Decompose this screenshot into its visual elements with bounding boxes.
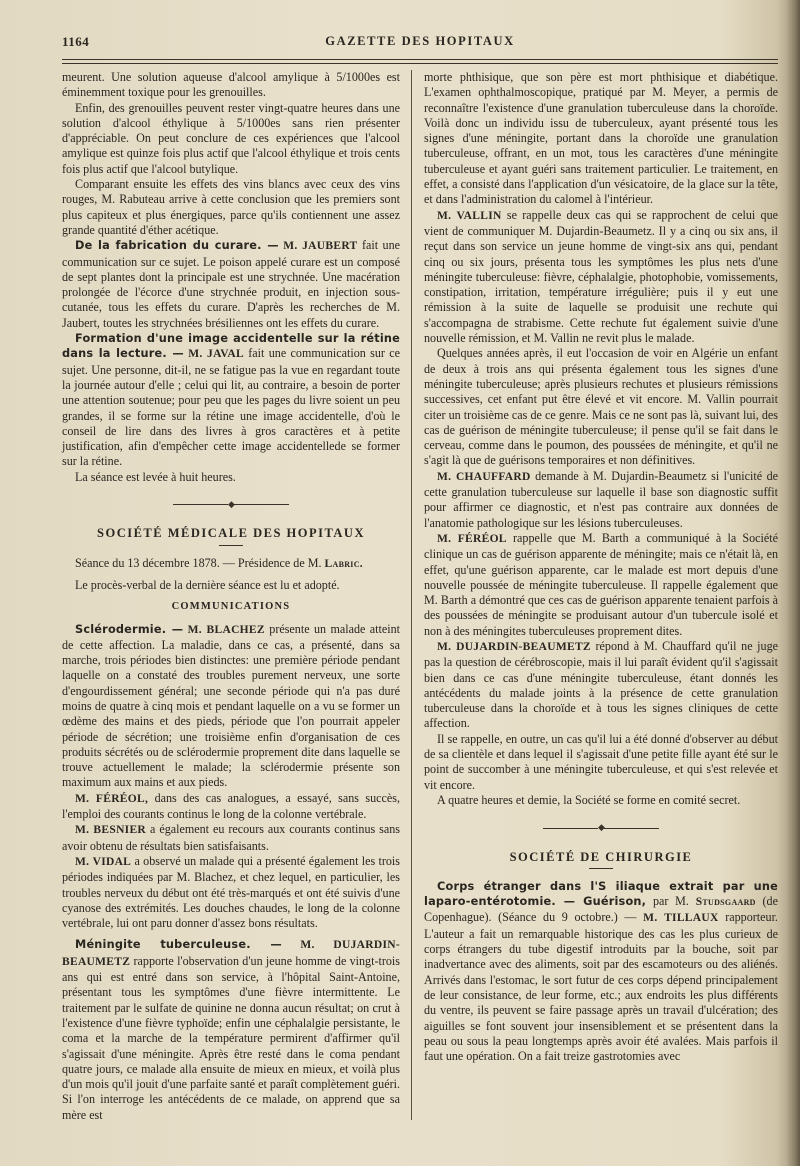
seance-line: Séance du 13 décembre 1878. — Présidence de M. Labric. (75, 555, 363, 570)
paragraph-text: a observé un malade qui a présenté également les trois périodes indiquées par M. Blachez, et chez lequel, en particulier, les troubles nerveux du début ont été très-marqués et ont été suivis d'une cyanose des extrémités. Les douches chaudes, le long de la colonne vertébrale, lui ont paru donner d'assez bons résultats. (62, 853, 400, 931)
paragraph (62, 791, 400, 823)
right-column (424, 70, 778, 1064)
paragraph (62, 622, 400, 791)
paragraph (62, 937, 400, 1123)
paragraph-text: fait une communication sur ce sujet. Une personne, dit-il, ne se fatigue pas la vue en regardant toute la journée autour d'elle ; celui qui lit, au contraire, a besoin de porter une attention soutenue; pour peu que les pages du livre soient un peu grandes, il se forme sur la rétine une image accidentelle, d'où le conseil de lire dans des livres à gros caractères et à petite justification, afin d'empêcher cette image accidentellede se former sur la rétine. (62, 346, 401, 469)
speaker-name: M. JAUBERT (283, 240, 358, 253)
paragraph-text: rapporte l'observation d'un jeune homme de vingt-trois ans qui est entré dans son service, à l'hôpital Saint-Antoine, présentant tous les symptômes d'une fièvre intermittente. Le traitement par le sulfate de quinine ne donna aucun résultat; on crut à l'existence d'une fièvre typhoïde; enfin une céphalalgie persistante, le coma et la marche de la température permirent d'affirmer qu'il s'agissait d'une méningite. Après être resté dans le coma pendant quatre jours, ce malade alla ensuite de mieux en mieux, et voilà plus d'un mois qu'il jouit d'une parfaite santé et paraît complètement guéri. Si l'on interroge les antécédents de ce malade, on apprend que sa mère est (62, 953, 400, 1122)
section-title-curare: De la fabrication du curare. — (75, 239, 279, 253)
speaker-name: M. DUJARDIN-BEAUMETZ (62, 939, 400, 968)
society-heading: SOCIÉTÉ MÉDICALE DES HOPITAUX (97, 526, 365, 541)
paragraph-text: a également eu recours aux courants continus sans avoir obtenu de résultats bien satisfaisants. (62, 822, 400, 853)
section-title-corps-etranger: Corps étranger dans l'S iliaque extrait par une laparo-entérotomie. — Guérison, (424, 879, 778, 909)
paragraph: meurent. Une solution aqueuse d'alcool amylique à 5/1000es est éminemment toxique pour les grenouilles. (62, 70, 400, 100)
paragraph-text: dans des cas analogues, a essayé, sans succès, l'emploi des courants continus le long de la colonne vertébrale. (62, 790, 400, 822)
speaker-name: M. FÉRÉOL (437, 532, 507, 545)
speaker-name: M. FÉRÉOL, (75, 792, 149, 805)
paragraph: Enfin, des grenouilles peuvent rester vingt-quatre heures dans une solution d'alcool éthylique à 5/1000es sans rien présenter d'appréciable. On peut conclure de ces expériences que l'alcool amylique est quinze fois plus actif que l'alcool éthylique et trois cents fois plus actif que l'alcool butylique. (62, 100, 400, 176)
page-edge-shadow (786, 0, 800, 1166)
speaker-name: M. VALLIN (437, 209, 502, 222)
speaker-name: M. BLACHEZ (187, 623, 265, 636)
speaker-name: M. DUJARDIN-BEAUMETZ (437, 640, 591, 653)
column-separator (411, 70, 412, 1120)
section-title-retine: Formation d'une image accidentelle sur la rétine dans la lecture. — (62, 332, 400, 361)
speaker-name: M. JAVAL (188, 348, 244, 361)
paragraph: A quatre heures et demie, la Société se forme en comité secret. (437, 792, 741, 807)
paragraph (424, 639, 778, 732)
society-heading: SOCIÉTÉ DE CHIRURGIE (509, 849, 693, 864)
paragraph-text: présente un malade atteint de cette affection. La maladie, dans ce cas, a présenté, dans sa marche, trois périodes bien distinctes: une première période pendant laquelle on a constaté des troubles purement nerveux, une sorte d'engourdissement général; une seconde période qui n'a pas duré moins de quatre à cinq mois et pendant laquelle on a vu se former un œdème des mains et des pieds, période que l'on pourrait appeler période de sécrétion; une troisième enfin d'organisation de ces produits sécrétés ou de sclérodermie proprement dite dans laquelle se trouve actuellement le malade; la sclérodermie présente son maximum aux mains et aux pieds. (62, 621, 400, 790)
heading-underline (589, 868, 613, 869)
paragraph-text: demande à M. Dujardin-Beaumetz si l'unicité de cette granulation tuberculeuse sur laquelle il base son diagnostic suffit pour affirmer ce diagnostic, et n'est pas contraire aux données de l'anatomie pathologique sur les lésions tuberculeuses. (424, 468, 778, 530)
paragraph (424, 208, 778, 347)
paragraph (62, 238, 400, 331)
speaker-name: M. BESNIER (75, 824, 147, 837)
paragraph (424, 469, 778, 531)
paragraph-text: rapporteur. L'auteur a fait un remarquable historique des cas les plus curieux de corps étrangers du tube digestif introduits par la bouche, soit par inadvertance avec des aliments, soit par des escamoteurs ou des aliénés. Arrivés dans l'estomac, le sort futur de ces corps dépend principalement de leur consistance, de leur forme, etc.; aux endroits les plus différents du ventre, ils peuvent se faire passage après un travail d'ulcération; des aiguilles se font souvent jour insensiblement et se présentent dans la peau ou sous la peau longtemps après avoir été avalées. Mais parfois il faut une opération. On a fait treize gastrotomies avec (424, 910, 778, 1064)
paragraph: Quelques années après, il eut l'occasion de voir en Algérie un enfant de deux à trois ans qui présenta également tous les signes d'une méningite tuberculeuse; après plusieurs rechutes et plusieurs rémissions successives, cet enfant put être élevé et vit encore. M. Vallin pourrait citer un troisième cas de ce genre. Mais ce ne sont pas là, suivant lui, des cas de guérison de méningite tuberculeuse; il pense qu'il se fait dans le cerveau, comme dans le poumon, des poussées de méningite, et qu'il ne s'agit là que de guérisons temporaires et non définitives. (424, 346, 778, 468)
journal-title: GAZETTE DES HOPITAUX (325, 34, 515, 48)
header-rule-thin (62, 63, 778, 64)
president-name: Labric. (324, 557, 363, 570)
heading-underline (219, 545, 243, 546)
paragraph: Comparant ensuite les effets des vins blancs avec ceux des vins rouges, M. Rabuteau arrive à cette conclusion que les premiers sont plus capiteux et plus énergiques, parce qu'ils contiennent une assez grande quantité d'éther acétique. (62, 177, 400, 237)
paragraph (62, 854, 400, 931)
paragraph: Le procès-verbal de la dernière séance est lu et adopté. (75, 577, 340, 592)
paragraph: La séance est levée à huit heures. (75, 469, 236, 484)
communications-heading: COMMUNICATIONS (171, 601, 291, 613)
paragraph (62, 331, 400, 470)
page-header (62, 34, 778, 54)
paragraph: Corps étranger dans l'S iliaque extrait par une laparo-entérotomie. — Guérison, par M. Studsgaard (de Copenhague). (Séance du 9 octobre.) — M. TILLAUX rapporteur. L'auteur a fait un remarquable historique des cas les plus curieux de corps étrangers du tube digestif introduits par la bouche, soit par inadvertance avec des aliments, soit par des escamoteurs ou des aliénés. Arrivés dans l'estomac, le sort futur de ces corps dépend principalement de leur consistance, de leur forme, etc.; aux endroits les plus différents du ventre, ils peuvent se faire passage après un travail d'ulcération; des aiguilles se font souvent jour insensiblement et se présentent dans la peau ou sous la peau longtemps après avoir été avalées. Mais parfois il faut une opération. On a fait treize gastrotomies avec (424, 879, 778, 1064)
speaker-name: M. TILLAUX (643, 912, 719, 925)
paragraph-text: répond à M. Chauffard qu'il ne juge pas la question de cérébroscopie, mais il lui paraît évident qu'il s'agissait bien dans ce cas d'une méningite tuberculeuse, étant donnés les antécédents du malade joints à la présence de cette granulation tuberculeuse dans la choroïde et à tous les signes cliniques de cette affection. (424, 638, 778, 731)
speaker-name: M. VIDAL (75, 855, 132, 868)
section-ornament: ◆ (62, 497, 400, 512)
paragraph: morte phthisique, que son père est mort phthisique et diabétique. L'examen ophthalmoscopique, pratiqué par M. Meyer, a permis de reconnaître l'existence d'une granulation tuberculeuse dans la choroïde. Voilà donc un individu issu de tuberculeux, ayant présenté tous les signes d'une méningite, portant dans la choroïde une granulation tuberculeuse, offrant, en un mot, tous les caractères d'une méningite tuberculeuse et ayant guéri sans traitement particulier. Le traitement, en effet, a consisté dans l'application d'un vésicatoire, de la glace sur la tête, et dans l'administration du calomel à l'intérieur. (424, 70, 778, 207)
paragraph (62, 822, 400, 854)
paragraph-text: se rappelle deux cas qui se rapprochent de celui que vient de communiquer M. Dujardin-Beaumetz. Il y a cinq ou six ans, il reçut dans son service un jeune homme de vingt-six ans qui, pendant cinq ou six jours, présenta tous les symptômes les plus nets d'une méningite tuberculeuse: fièvre, céphalalgie, photophobie, vomissements, constipation, irritation, température irrégulière; puis il y eut une rémission à la suite de laquelle se produisit une rechute qui s'accompagna de strabisme. Cette rechute fut également suivie d'une nouvelle rémission, et M. Vallin ne revit plus le malade. (424, 207, 778, 346)
speaker-name: M. CHAUFFARD (437, 470, 531, 483)
paragraph (424, 531, 778, 639)
author-name: Studsgaard (695, 896, 756, 909)
header-rule-thick (62, 59, 778, 60)
left-column (62, 70, 400, 1123)
section-ornament: ◆ (424, 820, 778, 835)
page-number: 1164 (62, 34, 90, 49)
section-title-meningite: Méningite tuberculeuse. — (75, 938, 282, 952)
paragraph-text: rappelle que M. Barth a communiqué à la Société clinique un cas de guérison apparente de méningite; mais ce n'était là, en effet, qu'une guérison apparente, car le malade est mort depuis d'une nouvelle poussée de méningite tuberculeuse. Il rappelle également que M. Barth a démontré que ces cas de guérison apparente tenaient parfois à des poussées de méningite se produisant autour d'un tubercule isolé et non à des méningites tuberculeuses proprement dites. (424, 530, 778, 638)
paragraph-text: fait une communication sur ce sujet. Le poison appelé curare est un composé de sept plantes dont la principale est une strychnée. Une macération prolongée de l'écorce d'une strychnée produit, en injection sous-cutanée, tous les effets du curare. D'après les recherches de M. Jaubert, toutes les strychnées brésiliennes ont les effets du curare. (62, 238, 401, 330)
section-title-sclerodermie: Sclérodermie. — (75, 622, 184, 636)
paragraph: Il se rappelle, en outre, un cas qu'il lui a été donné d'observer au début de sa clientèle et dans lequel il s'agissait d'une petite fille ayant été sur le point de succomber à une méningite tuberculeuse, et qui s'est relevée et vit encore. (424, 731, 778, 792)
